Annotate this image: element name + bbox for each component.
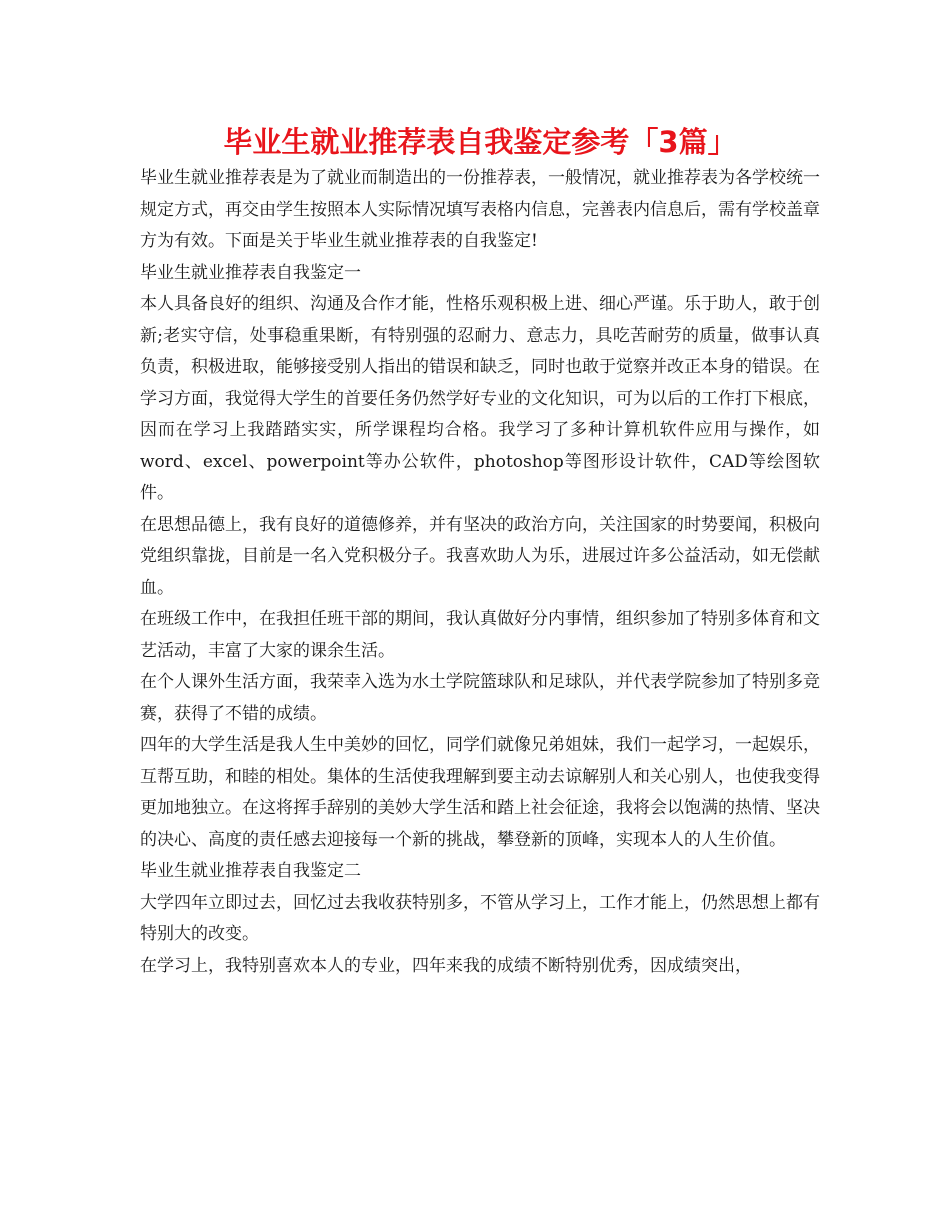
body-paragraph: 在班级工作中，在我担任班干部的期间，我认真做好分内事情，组织参加了特别多体育和文艺活动，丰富了大家的课余生活。 [140,609,820,661]
body-paragraph: 本人具备良好的组织、沟通及合作才能，性格乐观积极上进、细心严谨。乐于助人，敢于创新;老实守信，处事稳重果断，有特别强的忍耐力、意志力，具吃苦耐劳的质量，做事认真负责，积极进取，能够接受别人指出的错误和缺乏，同时也敢于觉察并改正本身的错误。在学习方面，我觉得大学生的首要任务仍然学好专业的文化知识，可为以后的工作打下根底，因而在学习上我踏踏实实，所学课程均合格。我学习了多种计算机软件应用与操作，如word、excel、powerpoint等办公软件，photoshop等图形设计软件，CAD等绘图软件。 [140,294,820,503]
body-paragraph: 四年的大学生活是我人生中美妙的回忆，同学们就像兄弟姐妹，我们一起学习，一起娱乐，互帮互助，和睦的相处。集体的生活使我理解到要主动去谅解别人和关心别人，也使我变得更加地独立。在这将挥手辞别的美妙大学生活和踏上社会征途，我将会以饱满的热情、坚决的决心、高度的责任感去迎接每一个新的挑战，攀登新的顶峰，实现本人的人生价值。 [140,735,820,850]
body-paragraph: 在思想品德上，我有良好的道德修养，并有坚决的政治方向，关注国家的时势要闻，积极向党组织靠拢，目前是一名入党积极分子。我喜欢助人为乐，进展过许多公益活动，如无偿献血。 [140,514,820,598]
intro-paragraph: 毕业生就业推荐表是为了就业而制造出的一份推荐表，一般情况，就业推荐表为各学校统一规定方式，再交由学生按照本人实际情况填写表格内信息，完善表内信息后，需有学校盖章方为有效。下面是关于毕业生就业推荐表的自我鉴定! [140,168,820,251]
document-title: 毕业生就业推荐表自我鉴定参考「3篇」 [223,125,737,159]
document-body [140,163,820,982]
body-paragraph: 在学习上，我特别喜欢本人的专业，四年来我的成绩不断特别优秀，因成绩突出， [140,955,752,976]
section-heading-2: 毕业生就业推荐表自我鉴定二 [140,861,361,881]
body-paragraph: 在个人课外生活方面，我荣幸入选为水土学院篮球队和足球队，并代表学院参加了特别多竞赛，获得了不错的成绩。 [140,672,820,724]
body-paragraph: 大学四年立即过去，回忆过去我收获特别多，不管从学习上，工作才能上，仍然思想上都有特别大的改变。 [140,892,820,944]
section-heading-1: 毕业生就业推荐表自我鉴定一 [140,262,361,283]
